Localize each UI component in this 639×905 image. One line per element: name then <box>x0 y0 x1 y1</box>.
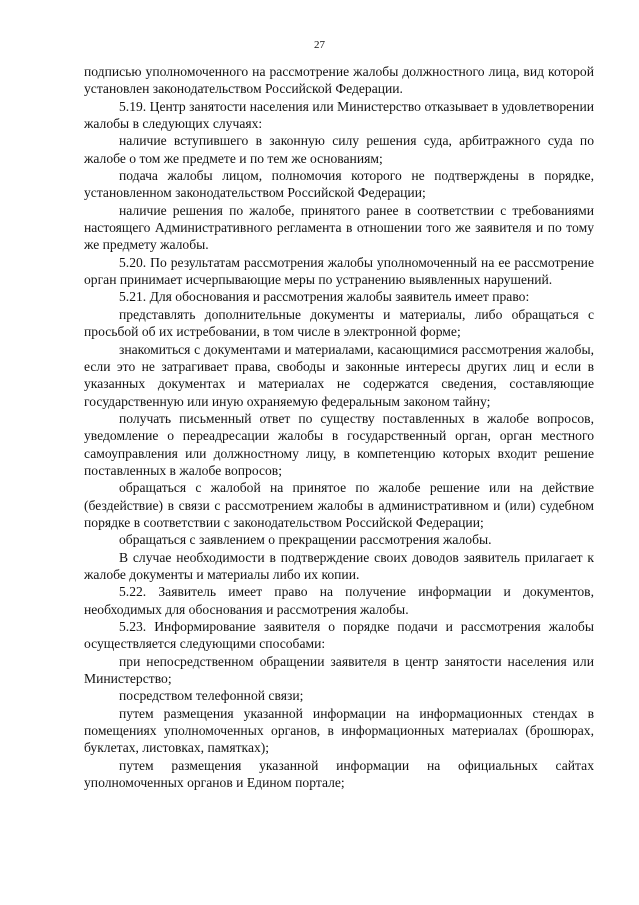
paragraph-5-20: 5.20. По результатам рассмотрения жалобы уполномоченный на ее рассмотрение орган принимает исчерпывающие меры по устранению выявленных нарушений. <box>84 254 594 288</box>
paragraph-termination-request: обращаться с заявлением о прекращении рассмотрения жалобы. <box>119 532 492 548</box>
paragraph-prior-decision: наличие решения по жалобе, принятого ранее в соответствии с требованиями настоящего Административного регламента в отношении того же заявителя и по тому же предмету жалобы. <box>84 202 594 253</box>
paragraph-continuation: подписью уполномоченного на рассмотрение жалобы должностного лица, вид которой установлен законодательством Российской Федерации. <box>84 64 594 97</box>
paragraph-5-23: 5.23. Информирование заявителя о порядке подачи и рассмотрения жалобы осуществляется следующими способами: <box>84 619 594 652</box>
paragraph-attachments: В случае необходимости в подтверждение своих доводов заявитель прилагает к жалобе документы и материалы либо их копии. <box>84 549 594 582</box>
page-number: 27 <box>314 39 325 51</box>
paragraph-written-response: получать письменный ответ по существу поставленных в жалобе вопросов, уведомление о переадресации жалобы в государственный орган, орган местного самоуправления или должностному лицу, в компетенцию которых входит решение поставленных в жалобе вопросов; <box>84 410 594 478</box>
paragraph-unauthorized-person: подача жалобы лицом, полномочия которого не подтверждены в порядке, установленном законодательством Российской Федерации; <box>84 168 594 201</box>
paragraph-5-19: 5.19. Центр занятости населения или Министерство отказывает в удовлетворении жалобы в следующих случаях: <box>84 98 594 132</box>
paragraph-telephone: посредством телефонной связи; <box>119 688 304 704</box>
paragraph-court-decision: наличие вступившего в законную силу решения суда, арбитражного суда по жалобе о том же предмете и по тем же основаниям; <box>84 133 594 166</box>
paragraph-direct-contact: при непосредственном обращении заявителя в центр занятости населения или Министерство; <box>84 653 594 687</box>
paragraph-appeal: обращаться с жалобой на принятое по жалобе решение или на действие (бездействие) в связи с рассмотрением жалобы в административном и (или) судебном порядке в соответствии с законодательством Российской Федерации; <box>84 480 594 530</box>
document-body <box>84 63 594 791</box>
paragraph-review-materials: знакомиться с документами и материалами, касающимися рассмотрения жалобы, если это не затрагивает права, свободы и законные интересы других лиц и если в указанных документах и материалах не содержатся сведения, составляющие государственную или иную охраняемую федеральным законом тайну; <box>84 341 594 409</box>
paragraph-5-21: 5.21. Для обоснования и рассмотрения жалобы заявитель имеет право: <box>119 289 530 305</box>
paragraph-5-22: 5.22. Заявитель имеет право на получение информации и документов, необходимых для обоснования и рассмотрения жалобы. <box>84 584 594 617</box>
paragraph-info-stands: путем размещения указанной информации на информационных стендах в помещениях уполномоченных органов, в информационных материалах (брошюрах, буклетах, листовках, памятках); <box>84 705 594 756</box>
paragraph-official-sites: путем размещения указанной информации на официальных сайтах уполномоченных органов и Едином портале; <box>84 757 594 791</box>
paragraph-submit-documents: представлять дополнительные документы и материалы, либо обращаться с просьбой об их истребовании, в том числе в электронной форме; <box>84 306 594 340</box>
